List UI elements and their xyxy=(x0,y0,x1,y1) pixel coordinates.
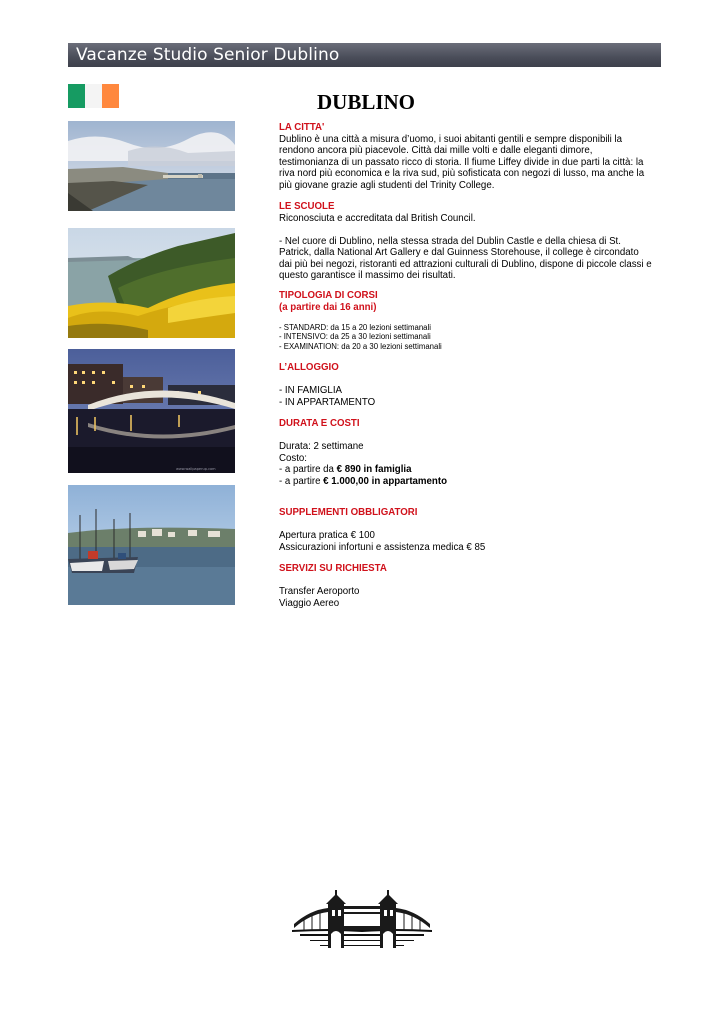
flag-orange-stripe xyxy=(102,84,119,108)
paragraph-line: testimonianza di un passato ricco di storia. Il fiume Liffey divide in due parti la città: la xyxy=(279,156,644,168)
paragraph-line: - Nel cuore di Dublino, nella stessa strada del Dublin Castle e della chiesa di St. xyxy=(279,235,621,247)
price-apartment: € 1.000,00 in appartamento xyxy=(323,475,447,487)
tower-bridge-logo xyxy=(290,890,434,952)
page-title: DUBLINO xyxy=(317,90,416,114)
supplement-item: Apertura pratica € 100 xyxy=(279,530,375,541)
service-item: Viaggio Aereo xyxy=(279,597,340,609)
header-banner xyxy=(68,43,661,67)
spacer xyxy=(279,374,659,386)
schools-section xyxy=(279,201,659,282)
section-heading: LA CITTA' xyxy=(279,122,325,133)
course-item: - INTENSIVO: da 25 a 30 lezioni settimanali xyxy=(279,332,431,342)
accommodation-item: - IN APPARTAMENTO xyxy=(279,396,376,408)
banner-title: Vacanze Studio Senior Dublino xyxy=(76,45,340,65)
price-family-line xyxy=(279,464,659,476)
costs-section xyxy=(279,418,659,487)
accommodation-item: - IN FAMIGLIA xyxy=(279,385,342,396)
supplements-section xyxy=(279,507,659,553)
paragraph-line: più giovane grazie agli studenti del Trinity College. xyxy=(279,179,495,191)
courses-section xyxy=(279,290,659,351)
section-subheading: (a partire dai 16 anni) xyxy=(279,301,377,313)
spacer xyxy=(279,224,659,236)
section-heading: L’ALLOGGIO xyxy=(279,362,339,373)
section-heading: LE SCUOLE xyxy=(279,201,335,212)
spacer xyxy=(279,430,659,442)
city-section xyxy=(279,122,659,191)
section-heading: DURATA E COSTI xyxy=(279,418,360,429)
price-prefix: - a partire da xyxy=(279,464,337,475)
spacer xyxy=(279,575,659,587)
harbour-boats-photo xyxy=(68,485,235,605)
duration-text: Durata: 2 settimane xyxy=(279,441,364,452)
services-section xyxy=(279,563,659,609)
paragraph-line: Dublino è una città a misura d’uomo, i suoi abitanti gentili e sempre disponibili la xyxy=(279,133,623,145)
price-apartment-line xyxy=(279,476,659,488)
gorse-cliffs-photo xyxy=(68,228,235,338)
coastal-pier-photo xyxy=(68,121,235,211)
price-family: € 890 in famiglia xyxy=(336,464,412,475)
paragraph-line: rendono ancora più piacevole. Città dai mille volti e dalle eleganti dimore, xyxy=(279,145,593,156)
flag-green-stripe xyxy=(68,84,85,108)
irish-flag-icon xyxy=(68,84,119,108)
section-heading: SUPPLEMENTI OBBLIGATORI xyxy=(279,507,418,518)
accommodation-section xyxy=(279,362,659,408)
paragraph-line: Riconosciuta e accreditata dal British Council. xyxy=(279,212,476,224)
course-item: - EXAMINATION: da 20 a 30 lezioni settimanali xyxy=(279,341,442,351)
paragraph-line: riva nord più economica e la riva sud, più sofisticata con negozi di lusso, ma anche la xyxy=(279,168,645,179)
course-item: - STANDARD: da 15 a 20 lezioni settimanali xyxy=(279,322,431,332)
price-prefix: - a partire xyxy=(279,475,324,487)
flag-white-stripe xyxy=(85,84,102,108)
paragraph-line: Patrick, dalla National Art Gallery e dal Guinness Storehouse, il college è circondato xyxy=(279,247,639,258)
supplement-item: Assicurazioni infortuni e assistenza medica € 85 xyxy=(279,541,486,553)
paragraph-line: dai più bei negozi, ristoranti ed attrazioni culturali di Dublino, dispone di piccole classi e xyxy=(279,258,652,270)
service-item: Transfer Aeroporto xyxy=(279,586,360,597)
paragraph-line: questo garantisce il massimo dei risultati. xyxy=(279,270,456,281)
section-heading: TIPOLOGIA DI CORSI xyxy=(279,290,378,301)
photo-watermark: www.wallpaperup.com xyxy=(176,467,216,471)
cost-label: Costo: xyxy=(279,452,307,464)
spacer xyxy=(279,313,659,323)
spacer xyxy=(279,519,659,531)
section-heading: SERVIZI SU RICHIESTA xyxy=(279,563,387,574)
hapenny-bridge-night-photo xyxy=(68,349,235,473)
